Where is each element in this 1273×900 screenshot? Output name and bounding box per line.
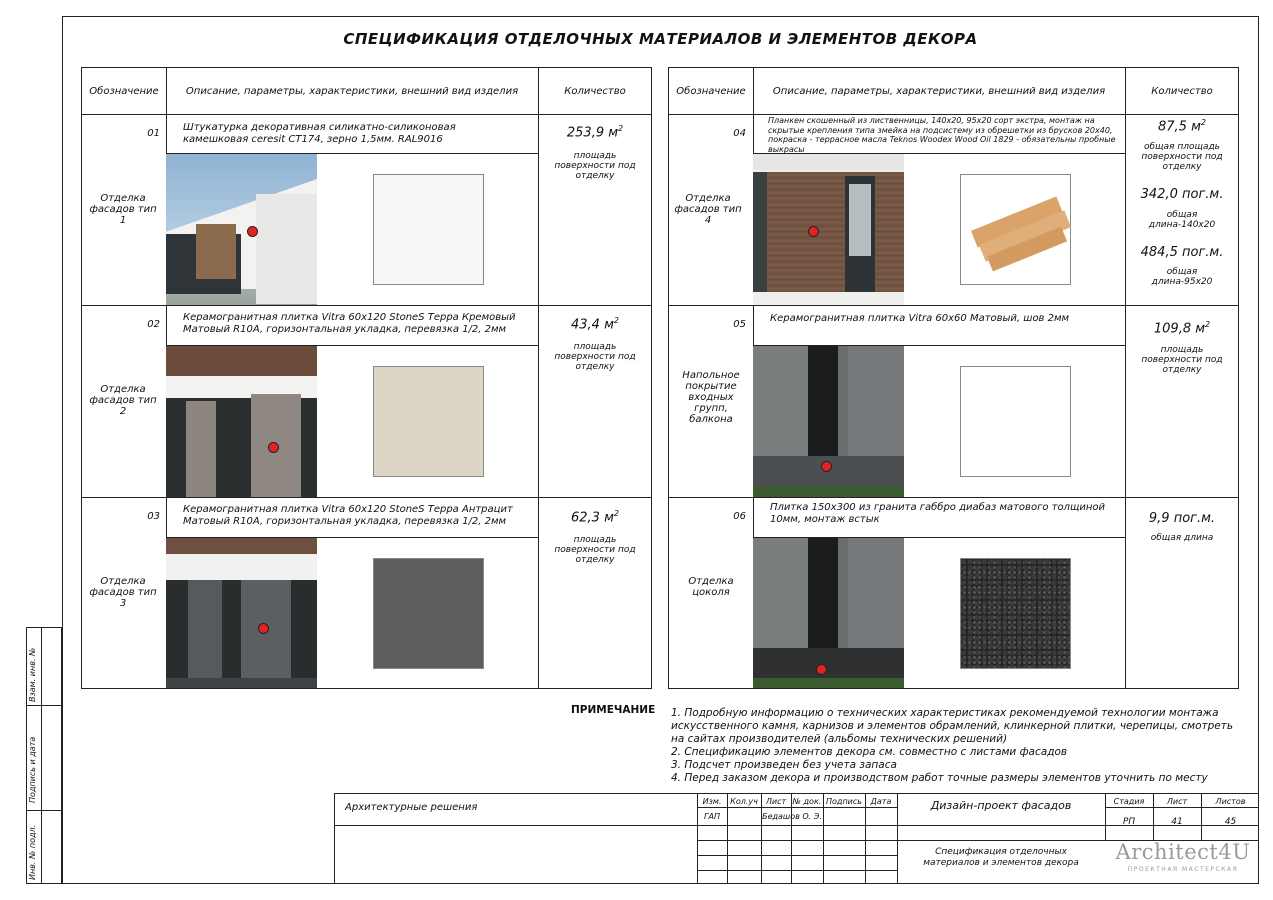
side-stamp-label: Взам. инв. № — [28, 647, 37, 702]
row-label: Отделка фасадов тип 1 — [89, 193, 157, 226]
note-line: 4. Перед заказом декора и производством работ точные размеры элементов уточнить по месту — [671, 772, 1208, 784]
header-description: Описание, параметры, характеристики, внешний вид изделия — [772, 85, 1106, 97]
row-description: Планкен скошенный из лиственницы, 140x20, 95x20 сорт экстра, монтаж на скрытые крепления типа змейка на подсистему из обрешетки из брусков 20x40, покраска - террасное масла Teknos Woodex Wood Oil 1829 - обязательны пробные выкрасы — [768, 116, 1116, 154]
row-label: Отделка фасадов тип 4 — [674, 193, 742, 226]
side-stamp-label: Подпись и дата — [28, 736, 37, 803]
row-number: 06 — [733, 511, 746, 522]
sheet-label: Лист — [1166, 797, 1188, 806]
row-quantity: 9,9 пог.м. — [1148, 511, 1216, 526]
stage-label: Стадия — [1113, 797, 1145, 806]
row-description: Керамогранитная плитка Vitra 60x120 StoneS Терра Антрацит Матовый R10A, горизонтальная укладка, перевязка 1/2, 2мм — [183, 504, 513, 527]
sheets-label: Листов — [1215, 797, 1246, 806]
header-code: Обозначение — [89, 85, 159, 97]
row-number: 03 — [147, 511, 160, 522]
note-line: 3. Подсчет произведен без учета запаса — [671, 759, 897, 771]
row-number: 04 — [733, 128, 746, 139]
row-quantity: 43,4 $м^2$ — [571, 316, 619, 333]
swatch-white-floor-tile — [960, 366, 1071, 477]
row-quantity-label: общая площадь поверхности под отделку — [1141, 142, 1223, 172]
note-line: 2. Спецификацию элементов декора см. совместно с листами фасадов — [671, 746, 1068, 758]
row-number: 02 — [147, 319, 160, 330]
plinth-photo — [753, 538, 904, 688]
note-line: 1. Подробную информацию о технических характеристиках рекомендуемой технологии монтажа — [671, 707, 1219, 719]
row-quantity: 253,9 $м^2$ — [566, 124, 624, 141]
company-logo: Architect4U — [1115, 840, 1251, 864]
swatch-gabbro-granite — [960, 558, 1071, 669]
role: ГАП — [704, 812, 720, 821]
company-logo-subtitle: ПРОЕКТНАЯ МАСТЕРСКАЯ — [1127, 866, 1239, 873]
row-label: Отделка цоколя — [688, 576, 734, 598]
marker-dot — [808, 226, 819, 237]
col-label: Лист — [765, 797, 787, 806]
header-description: Описание, параметры, характеристики, внешний вид изделия — [185, 85, 519, 97]
row-number: 05 — [733, 319, 746, 330]
row-quantity: 87,5 $м^2$ — [1158, 118, 1206, 135]
facade-photo-type-1 — [166, 154, 317, 305]
sheet-name: Спецификация отделочных материалов и элементов декора — [923, 847, 1079, 868]
row-quantity-3-label: общая длина-95x20 — [1151, 267, 1213, 287]
swatch-cream-tile — [373, 366, 484, 477]
note-line: искусственного камня, карнизов и элементов обрамлений, клинкерной плитки, черепицы, смотреть — [671, 720, 1234, 732]
swatch-white-plaster — [373, 174, 484, 285]
row-quantity-label: общая длина — [1150, 533, 1214, 543]
row-quantity-label: площадь поверхности под отделку — [554, 151, 636, 181]
row-quantity: 109,8 $м^2$ — [1153, 320, 1211, 337]
marker-dot — [821, 461, 832, 472]
row-description: Керамогранитная плитка Vitra 60x60 Матовый, шов 2мм — [770, 313, 1070, 324]
header-quantity: Количество — [564, 85, 626, 97]
header-code: Обозначение — [676, 85, 746, 97]
col-label: Изм. — [702, 797, 722, 806]
col-label: № док. — [792, 797, 822, 806]
sheet-title: СПЕЦИФИКАЦИЯ ОТДЕЛОЧНЫХ МАТЕРИАЛОВ И ЭЛЕМЕНТОВ ДЕКОРА — [343, 30, 978, 48]
marker-dot — [258, 623, 269, 634]
row-number: 01 — [147, 128, 160, 139]
project-name: Дизайн-проект фасадов — [930, 799, 1072, 812]
side-stamp-label: Инв. № подл. — [28, 824, 37, 880]
row-quantity-label: площадь поверхности под отделку — [1141, 345, 1223, 375]
sheet-value: 41 — [1171, 817, 1183, 827]
sheets-value: 45 — [1224, 817, 1237, 827]
row-quantity-label: площадь поверхности под отделку — [554, 535, 636, 565]
row-quantity-3: 484,5 пог.м. — [1140, 245, 1224, 260]
notes-heading: ПРИМЕЧАНИЕ — [571, 704, 656, 716]
row-label: Отделка фасадов тип 2 — [89, 384, 157, 417]
row-label: Напольное покрытие входных групп, балкона — [682, 370, 740, 425]
stage-value: РП — [1122, 817, 1136, 827]
col-label: Подпись — [826, 797, 862, 806]
col-label: Кол.уч — [730, 797, 758, 806]
header-quantity: Количество — [1151, 85, 1213, 97]
swatch-anthracite-tile — [373, 558, 484, 669]
row-quantity-2-label: общая длина-140x20 — [1148, 210, 1216, 230]
row-quantity-label: площадь поверхности под отделку — [554, 342, 636, 372]
row-label: Отделка фасадов тип 3 — [89, 576, 157, 609]
row-quantity: 62,3 $м^2$ — [571, 509, 619, 526]
marker-dot — [816, 664, 827, 675]
section-name: Архитектурные решения — [345, 802, 478, 813]
facade-photo-type-3 — [166, 538, 317, 688]
facade-photo-type-4 — [753, 154, 904, 305]
swatch-larch-planks — [960, 174, 1071, 285]
facade-photo-type-2 — [166, 346, 317, 497]
row-description: Плитка 150x300 из гранита габбро диабаз матового толщиной 10мм, монтаж встык — [770, 502, 1106, 525]
person-name: Бедашов О. Э. — [762, 812, 822, 821]
row-description: Штукатурка декоративная силикатно-силиконовая камешковая ceresit CT174, зерно 1,5мм. RAL9016 — [183, 122, 456, 145]
row-quantity-2: 342,0 пог.м. — [1140, 187, 1224, 202]
col-label: Дата — [870, 797, 892, 806]
marker-dot — [268, 442, 279, 453]
note-line: на сайтах производителей (альбомы технических решений) — [671, 733, 1008, 745]
entrance-photo-floor — [753, 346, 904, 497]
row-description: Керамогранитная плитка Vitra 60x120 StoneS Терра Кремовый Матовый R10A, горизонтальная укладка, перевязка 1/2, 2мм — [183, 312, 516, 335]
marker-dot — [247, 226, 258, 237]
